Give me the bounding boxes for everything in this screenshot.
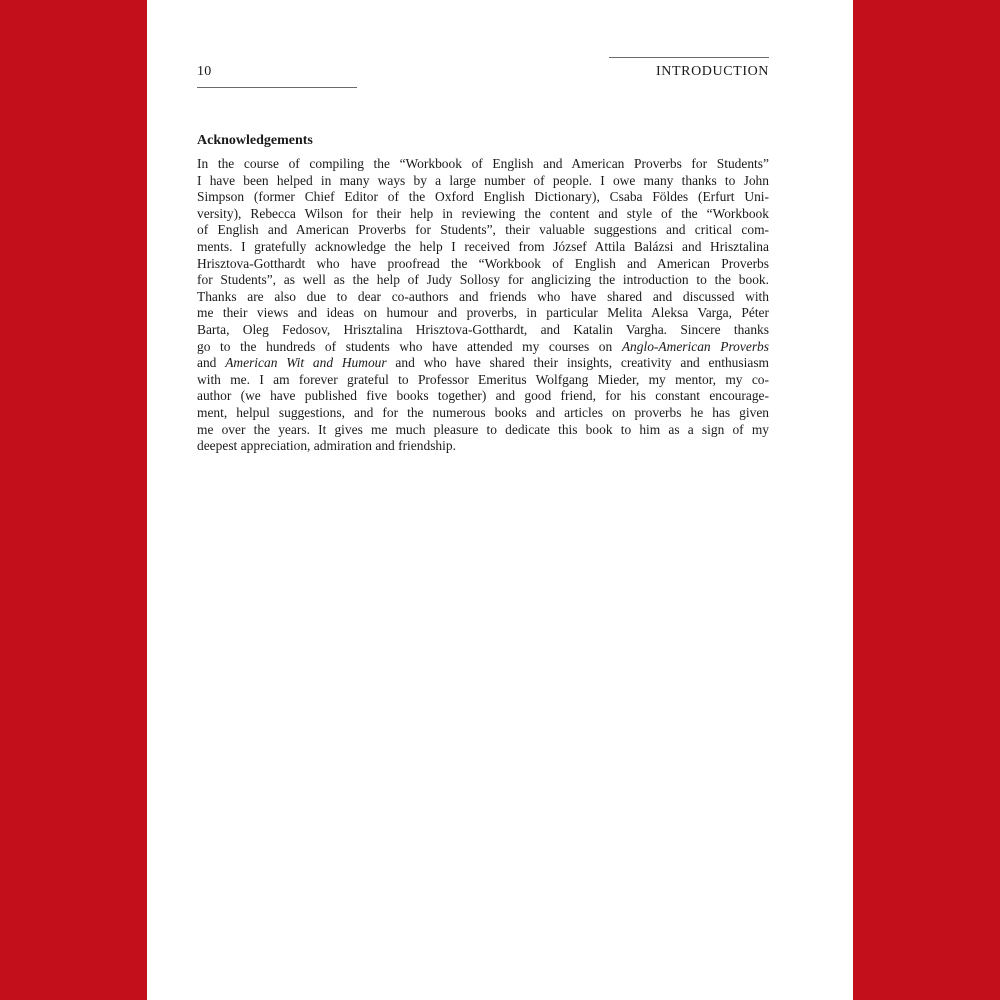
- course-title-proverbs: Anglo-American Proverbs: [621, 338, 769, 354]
- header-rule-right: [609, 57, 769, 58]
- paragraph-line: Barta, Oleg Fedosov, Hrisztalina Hrisztova-Gotthardt, and Katalin Vargha. Sincere thanks: [197, 321, 769, 337]
- line-text: and: [197, 355, 226, 371]
- paragraph-line: ment, helpul suggestions, and for the numerous books and articles on proverbs he has given: [197, 404, 769, 420]
- section-heading: Acknowledgements: [197, 133, 313, 148]
- acknowledgements-section: [197, 131, 769, 455]
- paragraph-line: of English and American Proverbs for Students”, their valuable suggestions and critical com-: [197, 222, 769, 238]
- paragraph-line: Simpson (former Chief Editor of the Oxford English Dictionary), Csaba Földes (Erfurt Uni-: [197, 189, 769, 205]
- paragraph-line: for Students”, as well as the help of Judy Sollosy for anglicizing the introduction to the book.: [197, 272, 769, 288]
- paragraph-line: Hrisztova-Gotthardt who have proofread the “Workbook of English and American Proverbs: [197, 255, 769, 271]
- paragraph-line: [197, 339, 769, 356]
- page-number: 10: [197, 64, 212, 79]
- paragraph-line: deepest appreciation, admiration and friendship.: [197, 438, 456, 454]
- paragraph-line: I have been helped in many ways by a large number of people. I owe many thanks to John: [197, 172, 769, 188]
- paragraph-line: author (we have published five books together) and good friend, for his constant encourage-: [197, 388, 769, 404]
- paragraph-line: me over the years. It gives me much pleasure to dedicate this book to him as a sign of my: [197, 421, 769, 437]
- line-text: go to the hundreds of students who have attended my courses on: [197, 338, 622, 354]
- paragraph-line: versity), Rebecca Wilson for their help in reviewing the content and style of the “Workbook: [197, 205, 769, 221]
- paragraph-line: Thanks are also due to dear co-authors and friends who have shared and discussed with: [197, 288, 769, 304]
- paragraph-line: me their views and ideas on humour and proverbs, in particular Melita Aleksa Varga, Péter: [197, 305, 769, 321]
- running-head: INTRODUCTION: [656, 64, 769, 79]
- book-page: [147, 0, 853, 1000]
- paragraph-line: with me. I am forever grateful to Professor Emeritus Wolfgang Mieder, my mentor, my co-: [197, 371, 769, 387]
- paragraph-line: In the course of compiling the “Workbook of English and American Proverbs for Students”: [197, 156, 769, 171]
- paragraph-line: [197, 355, 769, 372]
- header-rule-left: [197, 87, 357, 88]
- paragraph-line: ments. I gratefully acknowledge the help I received from József Attila Balázsi and Hrisztalina: [197, 238, 769, 254]
- acknowledgements-paragraph: [197, 156, 769, 455]
- course-title-wit: American Wit and Humour: [225, 355, 387, 371]
- line-text: and who have shared their insights, creativity and enthusiasm: [386, 355, 770, 371]
